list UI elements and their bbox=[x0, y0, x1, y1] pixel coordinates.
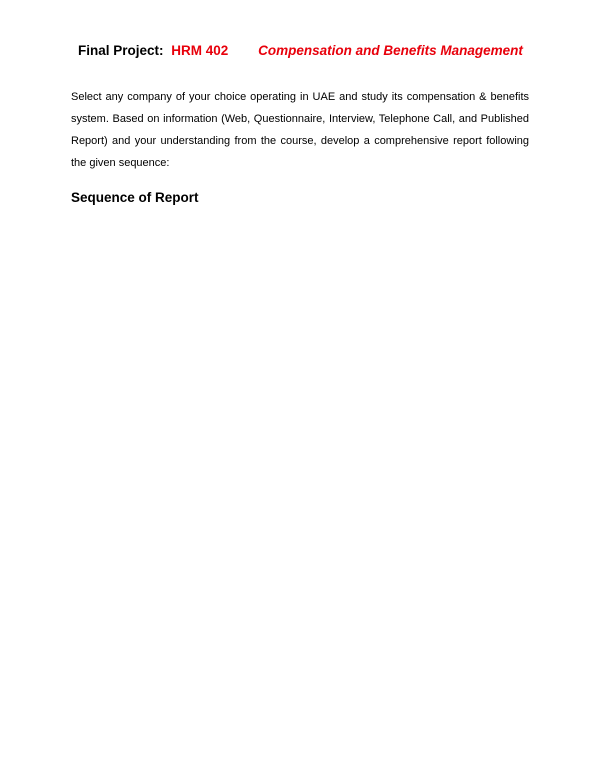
document-title bbox=[78, 43, 523, 59]
course-code: HRM 402 bbox=[171, 43, 229, 58]
title-label: Final Project: bbox=[78, 43, 164, 58]
section-heading: Sequence of Report bbox=[71, 190, 199, 205]
course-name: Compensation and Benefits Management bbox=[258, 43, 523, 58]
intro-paragraph: Select any company of your choice operating in UAE and study its compensation & benefits system. Based on information (Web, Questionnaire, Interview, Telephone Call, and Published Report) and your understanding from the course, develop a comprehensive report following the given sequence: bbox=[71, 91, 529, 169]
